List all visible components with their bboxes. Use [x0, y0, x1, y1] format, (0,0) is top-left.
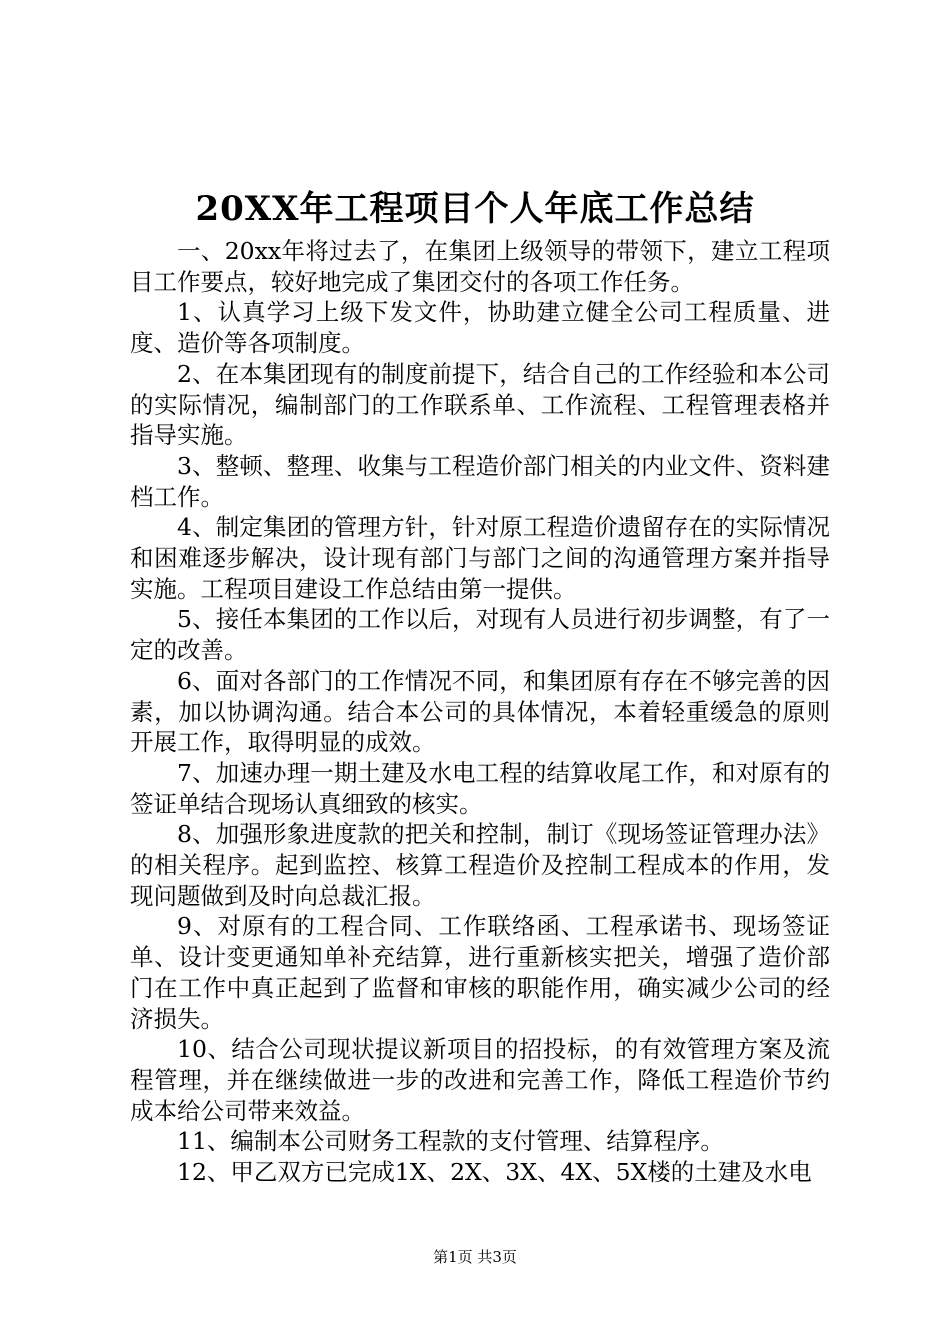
paragraph-item-4: 4、制定集团的管理方针，针对原工程造价遗留存在的实际情况和困难逐步解决，设计现有部门与部门之间的沟通管理方案并指导实施。工程项目建设工作总结由第一提供。	[130, 513, 830, 603]
paragraph-intro: 一、20xx年将过去了，在集团上级领导的带领下，建立工程项目工作要点，较好地完成了集团交付的各项工作任务。	[130, 237, 830, 296]
paragraph-item-12: 12、甲乙双方已完成1X、2X、3X、4X、5X楼的土建及水电	[177, 1158, 812, 1187]
paragraph-item-5: 5、接任本集团的工作以后，对现有人员进行初步调整，有了一定的改善。	[130, 605, 830, 665]
paragraph-item-9: 9、对原有的工程合同、工作联络函、工程承诺书、现场签证单、设计变更通知单补充结算，进行重新核实把关，增强了造价部门在工作中真正起到了监督和审核的职能作用，确实减少公司的经济损失。	[130, 912, 830, 1033]
paragraph-item-11: 11、编制本公司财务工程款的支付管理、结算程序。	[177, 1127, 724, 1156]
document-body	[130, 236, 830, 1188]
document-title: 20XX年工程项目个人年底工作总结	[195, 189, 755, 229]
paragraph-item-8: 8、加强形象进度款的把关和控制，制订《现场签证管理办法》的相关程序。起到监控、核算工程造价及控制工程成本的作用，发现问题做到及时向总裁汇报。	[130, 820, 830, 910]
paragraph-item-3: 3、整顿、整理、收集与工程造价部门相关的内业文件、资料建档工作。	[130, 451, 830, 511]
page-footer: 第1页 共3页	[433, 1248, 517, 1266]
paragraph-item-2: 2、在本集团现有的制度前提下，结合自己的工作经验和本公司的实际情况，编制部门的工作联系单、工作流程、工程管理表格并指导实施。	[130, 359, 830, 450]
paragraph-item-10: 10、结合公司现状提议新项目的招投标，的有效管理方案及流程管理，并在继续做进一步的改进和完善工作，降低工程造价节约成本给公司带来效益。	[130, 1035, 830, 1125]
paragraph-item-6: 6、面对各部门的工作情况不同，和集团原有存在不够完善的因素，加以协调沟通。结合本公司的具体情况，本着轻重缓急的原则开展工作，取得明显的成效。	[130, 666, 830, 757]
paragraph-item-1: 1、认真学习上级下发文件，协助建立健全公司工程质量、进度、造价等各项制度。	[130, 298, 830, 358]
paragraph-item-7: 7、加速办理一期土建及水电工程的结算收尾工作，和对原有的签证单结合现场认真细致的核实。	[130, 758, 830, 818]
